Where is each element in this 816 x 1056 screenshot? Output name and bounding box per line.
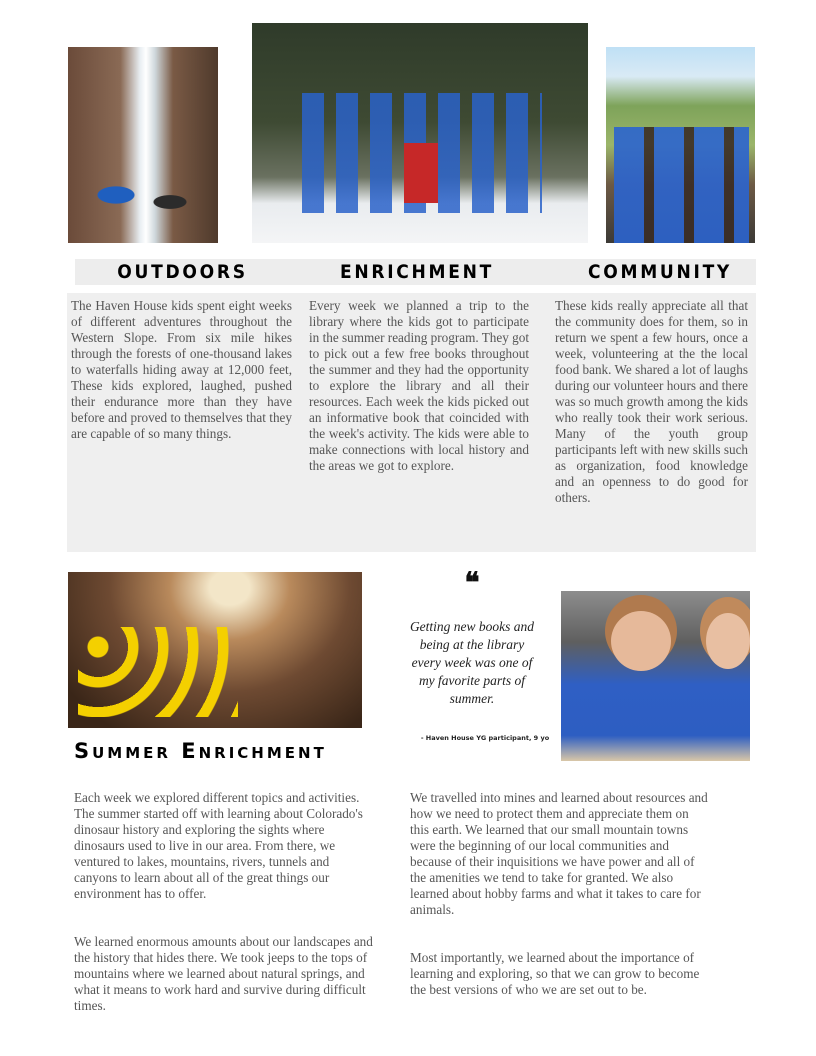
kids-figures xyxy=(614,127,749,243)
summer-paragraph: Each week we explored different topics and activities. The summer started off with learning about Colorado's dinosaur history and exploring the sights where dinosaurs used to live in our area. From there, we ventured to lakes, mountains, rivers, tunnels and canyons to learn about all of the great things our environment has to offer. xyxy=(74,790,363,901)
quote-mark-icon: ❝ xyxy=(464,566,480,599)
enrichment-text: Every week we planned a trip to the library where the kids got to participate in the summer reading program. They got to pick out a few free books throughout the summer and they had the opportunity to explore the library and all their resources. Each week the kids picked out an informative book that coincided with the week's activity. The kids were able to make connections with local history and the areas we got to explore. xyxy=(309,298,529,473)
summer-paragraph: We learned enormous amounts about our landscapes and the history that hides there. We took jeeps to the tops of mountains where we learned about natural springs, and what it means to work hard and survive during difficult times. xyxy=(74,934,373,1013)
mine-tour-photo xyxy=(68,572,362,728)
hikers-figures xyxy=(86,167,206,237)
group-forest-photo xyxy=(252,23,588,243)
hard-hats xyxy=(78,627,238,717)
summer-paragraph: Most importantly, we learned about the importance of learning and exploring, so that we can grow to become the best versions of who we are set out to be. xyxy=(410,950,700,997)
outdoors-heading: OUTDOORS xyxy=(117,261,248,283)
community-heading: COMMUNITY xyxy=(587,261,733,283)
summer-enrichment-title: Summer Enrichment xyxy=(74,739,327,763)
kid-red-shirt xyxy=(404,143,438,203)
girls-reading-photo xyxy=(561,591,750,761)
second-girl xyxy=(706,613,750,669)
pull-quote: Getting new books and being at the library every week was one of my favorite parts of summer. xyxy=(409,619,535,706)
summer-paragraph: We travelled into mines and learned about resources and how we need to protect them and appreciate them on this earth. We learned that our small mountain towns were the beginning of our local communities and because of their inquisitions we have power and all of the amenities we tend to take for granted. We also learned about hobby farms and what it takes to care for animals. xyxy=(410,790,708,917)
farm-volunteer-photo xyxy=(606,47,755,243)
waterfall-photo xyxy=(68,47,218,243)
outdoors-text: The Haven House kids spent eight weeks of different adventures throughout the Western Slope. From six mile hikes through the forests of one-thousand lakes to waterfalls hiding away at 12,000 feet, These kids explored, laughed, pushed their endurance more than they have before and proved to themselves that they are capable of so many things. xyxy=(71,298,292,441)
reading-girl xyxy=(611,611,671,671)
quote-attribution: - Haven House YG participant, 9 yo xyxy=(420,734,550,742)
community-text: These kids really appreciate all that the community does for them, so in return we spent a few hours, once a week, volunteering at the the local food bank. We shared a lot of laughs during our volunteer hours and there was so much growth among the kids who really took their work serious. Many of the youth group participants left with new skills such as organization, food knowledge and an openness to do good for others. xyxy=(555,298,749,505)
enrichment-heading: ENRICHMENT xyxy=(339,261,495,283)
